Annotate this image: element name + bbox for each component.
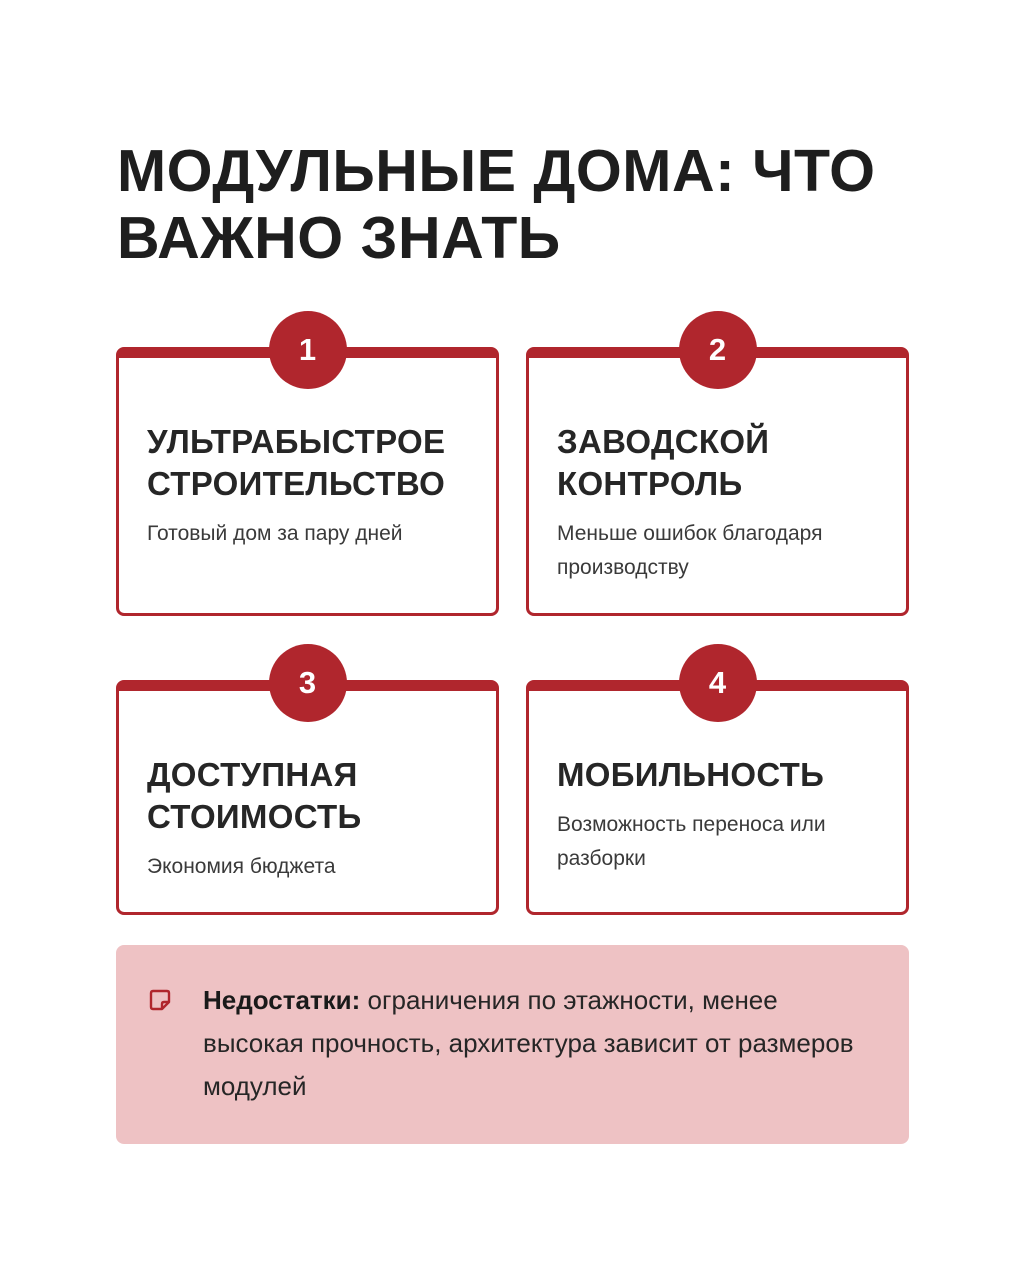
feature-card: [526, 665, 909, 915]
card-number-badge: 3: [269, 644, 347, 722]
note-icon: [149, 989, 171, 1011]
feature-card: [116, 665, 499, 915]
note-text: [203, 979, 859, 1108]
card-description: Готовый дом за пару дней: [147, 522, 403, 545]
note-label: Недостатки:: [203, 985, 361, 1015]
card-description: Меньше ошибок благодаря производству: [557, 522, 823, 579]
card-title: ЗАВОДСКОЙ КОНТРОЛЬ: [557, 423, 770, 502]
feature-card: [526, 332, 909, 616]
card-number-badge: 4: [679, 644, 757, 722]
card-title: ДОСТУПНАЯ СТОИМОСТЬ: [147, 756, 362, 835]
card-number-badge: 2: [679, 311, 757, 389]
card-description: Экономия бюджета: [147, 855, 336, 878]
page-title: МОДУЛЬНЫЕ ДОМА: ЧТО ВАЖНО ЗНАТЬ: [117, 138, 876, 271]
card-title: МОБИЛЬНОСТЬ: [557, 756, 825, 793]
note-body: ограничения по этажности, менее высокая прочность, архитектура зависит от размеров модулей: [203, 985, 854, 1101]
card-description: Возможность переноса или разборки: [557, 813, 826, 870]
card-title: УЛЬТРАБЫСТРОЕ СТРОИТЕЛЬСТВО: [147, 423, 446, 502]
feature-card: [116, 332, 499, 616]
card-number-badge: 1: [269, 311, 347, 389]
drawbacks-note: [116, 945, 909, 1144]
